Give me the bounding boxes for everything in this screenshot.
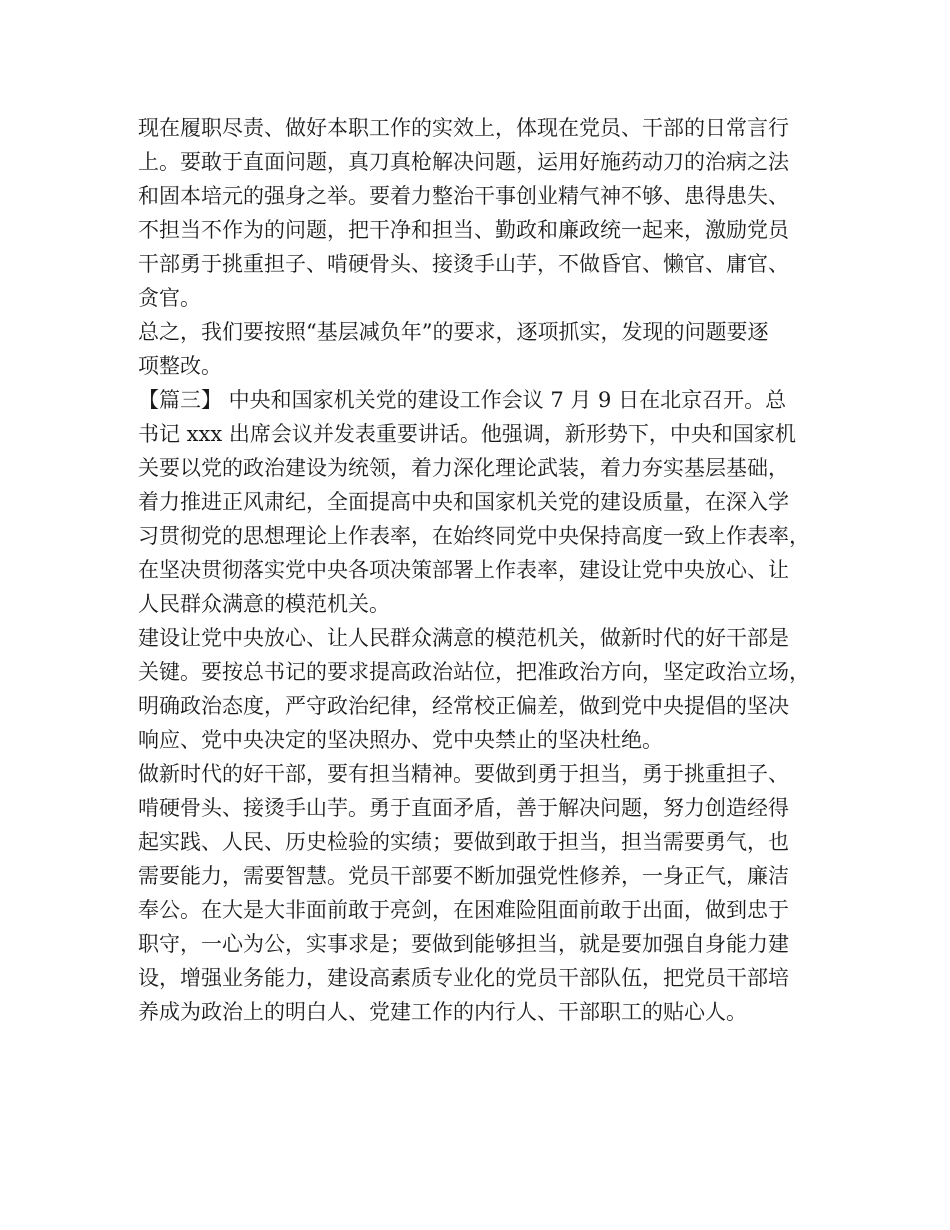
text-line: 关键。要按总书记的要求提高政治站位，把准政治方向，坚定政治立场， <box>138 660 810 684</box>
text-line: 响应、党中央决定的坚决照办、党中央禁止的坚决杜绝。 <box>138 728 663 752</box>
text-line: 设，增强业务能力，建设高素质专业化的党员干部队伍，把党员干部培 <box>138 966 789 990</box>
text-line: 需要能力，需要智慧。党员干部要不断加强党性修养，一身正气，廉洁 <box>138 864 789 888</box>
text-line: 养成为政治上的明白人、党建工作的内行人、干部职工的贴心人。 <box>138 1000 747 1024</box>
text-line: 不担当不作为的问题，把干净和担当、勤政和廉政统一起来，激励党员 <box>138 218 789 242</box>
text-line: 贪官。 <box>138 286 201 310</box>
text-line: 书记 xxx 出席会议并发表重要讲话。他强调，新形势下，中央和国家机 <box>138 422 796 446</box>
text-line: 上。要敢于直面问题，真刀真枪解决问题，运用好施药动刀的治病之法 <box>138 150 789 174</box>
text-line: 总之，我们要按照“基层减负年”的要求，逐项抓实，发现的问题要逐 <box>138 320 769 344</box>
text-line: 和固本培元的强身之举。要着力整治干事创业精气神不够、患得患失、 <box>138 184 789 208</box>
text-line: 现在履职尽责、做好本职工作的实效上，体现在党员、干部的日常言行 <box>138 116 789 140</box>
text-line: 项整改。 <box>138 354 222 378</box>
document-body <box>138 111 828 1029</box>
text-line: 建设让党中央放心、让人民群众满意的模范机关，做新时代的好干部是 <box>138 626 789 650</box>
text-line: 关要以党的政治建设为统领，着力深化理论武装，着力夯实基层基础， <box>138 456 789 480</box>
text-line: 职守，一心为公，实事求是；要做到能够担当，就是要加强自身能力建 <box>138 932 789 956</box>
text-line: 着力推进正风肃纪，全面提高中央和国家机关党的建设质量，在深入学 <box>138 490 789 514</box>
text-line: 啃硬骨头、接烫手山芋。勇于直面矛盾，善于解决问题，努力创造经得 <box>138 796 789 820</box>
text-line: 起实践、人民、历史检验的实绩；要做到敢于担当，担当需要勇气，也 <box>138 830 789 854</box>
text-line: 在坚决贯彻落实党中央各项决策部署上作表率，建设让党中央放心、让 <box>138 558 789 582</box>
text-line: 明确政治态度，严守政治纪律，经常校正偏差，做到党中央提倡的坚决 <box>138 694 789 718</box>
text-line: 人民群众满意的模范机关。 <box>138 592 390 616</box>
text-line: 干部勇于挑重担子、啃硬骨头、接烫手山芋，不做昏官、懒官、庸官、 <box>138 252 789 276</box>
section-heading-line: 【篇三】 中央和国家机关党的建设工作会议 7 月 9 日在北京召开。总 <box>138 388 787 412</box>
text-line: 做新时代的好干部，要有担当精神。要做到勇于担当，勇于挑重担子、 <box>138 762 789 786</box>
text-line: 习贯彻党的思想理论上作表率，在始终同党中央保持高度一致上作表率， <box>138 524 810 548</box>
text-line: 奉公。在大是大非面前敢于亮剑，在困难险阻面前敢于出面，做到忠于 <box>138 898 789 922</box>
